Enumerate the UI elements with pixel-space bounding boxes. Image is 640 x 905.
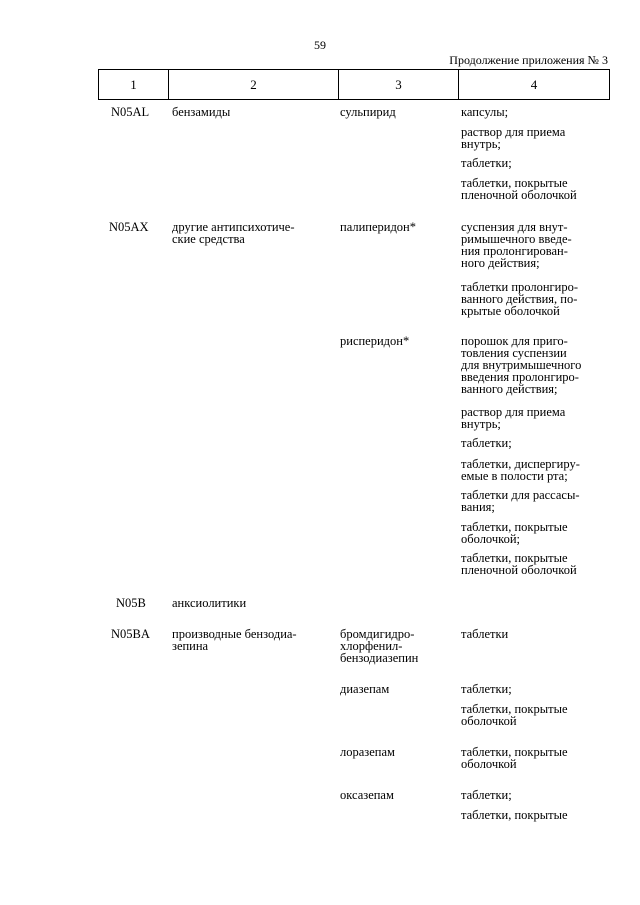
dosage-form: таблетки, покрытые пленочной оболочкой <box>461 551 577 577</box>
dosage-form: капсулы; <box>461 105 509 119</box>
drug-name: сульпирид <box>340 105 396 119</box>
dosage-form: таблетки, диспергиру- емые в полости рта; <box>461 457 580 483</box>
dosage-form: таблетки, покрытые <box>461 808 568 822</box>
header-col-4: 4 <box>530 77 538 92</box>
header-col-3: 3 <box>395 77 402 92</box>
dosage-form: таблетки; <box>461 788 512 802</box>
dosage-form: порошок для приго- товления суспензии для внутримышечного введения пролонгиро- ванного действия; <box>461 334 582 396</box>
dosage-form: таблетки; <box>461 682 512 696</box>
dosage-form: раствор для приема внутрь; <box>461 125 566 151</box>
atc-code: N05AX <box>109 220 149 234</box>
atc-code: N05BA <box>111 627 150 641</box>
drug-name: лоразепам <box>340 745 395 759</box>
group-name: производные бензодиа- зепина <box>172 627 297 653</box>
dosage-form: таблетки <box>461 627 509 641</box>
atc-code: N05B <box>116 596 146 610</box>
group-name: анксиолитики <box>172 596 247 610</box>
drug-name: палиперидон* <box>340 220 417 234</box>
dosage-form: таблетки; <box>461 156 512 170</box>
dosage-form: таблетки; <box>461 436 512 450</box>
header-col-1: 1 <box>130 77 137 92</box>
dosage-form: таблетки, покрытые оболочкой <box>461 745 568 771</box>
dosage-form: раствор для приема внутрь; <box>461 405 566 431</box>
dosage-form: суспензия для внут- римышечного введе- ния пролонгирован- ного действия; <box>461 220 572 270</box>
drug-name: рисперидон* <box>340 334 410 348</box>
atc-code: N05AL <box>111 105 150 119</box>
group-name: другие антипсихотиче- ские средства <box>172 220 295 246</box>
page-number: 59 <box>314 38 326 52</box>
dosage-form: таблетки для рассасы- вания; <box>461 488 580 514</box>
dosage-form: таблетки пролонгиро- ванного действия, по- крытые оболочкой <box>461 280 579 318</box>
group-name: бензамиды <box>172 105 231 119</box>
dosage-form: таблетки, покрытые оболочкой; <box>461 520 568 546</box>
dosage-form: таблетки, покрытые пленочной оболочкой <box>461 176 577 202</box>
header-col-2: 2 <box>250 77 257 92</box>
drug-name: диазепам <box>340 682 390 696</box>
dosage-form: таблетки, покрытые оболочкой <box>461 702 568 728</box>
drug-name: бромдигидро- хлорфенил- бензодиазепин <box>340 627 419 665</box>
drug-name: оксазепам <box>340 788 394 802</box>
appendix-label: Продолжение приложения № 3 <box>449 53 608 67</box>
table-header <box>98 69 610 100</box>
